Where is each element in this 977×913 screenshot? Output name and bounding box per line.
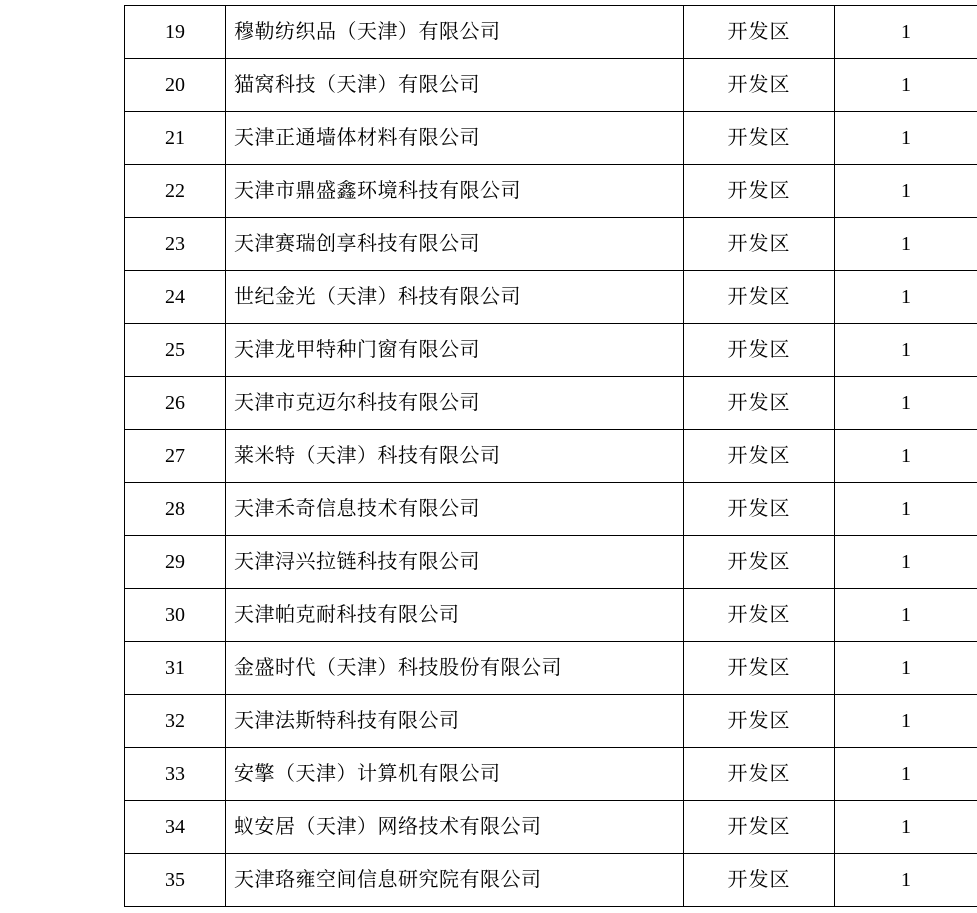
row-area: 开发区 [684,483,835,536]
company-table-body [125,6,977,907]
row-company-name: 天津珞雍空间信息研究院有限公司 [226,854,684,907]
company-table-container [124,5,911,907]
table-row [125,642,977,695]
table-row [125,483,977,536]
row-index: 22 [125,165,226,218]
row-count: 1 [835,112,977,165]
row-count: 1 [835,695,977,748]
row-area: 开发区 [684,218,835,271]
row-index: 23 [125,218,226,271]
row-company-name: 天津禾奇信息技术有限公司 [226,483,684,536]
row-company-name: 天津龙甲特种门窗有限公司 [226,324,684,377]
table-row [125,377,977,430]
row-area: 开发区 [684,642,835,695]
table-row [125,589,977,642]
row-count: 1 [835,324,977,377]
row-count: 1 [835,589,977,642]
row-area: 开发区 [684,854,835,907]
row-company-name: 莱米特（天津）科技有限公司 [226,430,684,483]
table-row [125,218,977,271]
row-company-name: 天津市鼎盛鑫环境科技有限公司 [226,165,684,218]
row-index: 29 [125,536,226,589]
row-index: 27 [125,430,226,483]
row-count: 1 [835,271,977,324]
row-area: 开发区 [684,6,835,59]
row-area: 开发区 [684,695,835,748]
company-table [124,5,977,907]
row-count: 1 [835,748,977,801]
table-row [125,854,977,907]
row-area: 开发区 [684,324,835,377]
row-index: 21 [125,112,226,165]
row-company-name: 天津法斯特科技有限公司 [226,695,684,748]
table-row [125,324,977,377]
row-company-name: 安擎（天津）计算机有限公司 [226,748,684,801]
row-index: 24 [125,271,226,324]
row-company-name: 穆勒纺织品（天津）有限公司 [226,6,684,59]
row-index: 19 [125,6,226,59]
row-count: 1 [835,59,977,112]
row-company-name: 天津市克迈尔科技有限公司 [226,377,684,430]
row-company-name: 天津浔兴拉链科技有限公司 [226,536,684,589]
row-count: 1 [835,377,977,430]
table-row [125,536,977,589]
row-company-name: 金盛时代（天津）科技股份有限公司 [226,642,684,695]
row-area: 开发区 [684,589,835,642]
row-count: 1 [835,642,977,695]
row-index: 28 [125,483,226,536]
row-company-name: 猫窝科技（天津）有限公司 [226,59,684,112]
row-count: 1 [835,854,977,907]
row-count: 1 [835,430,977,483]
row-count: 1 [835,218,977,271]
row-company-name: 世纪金光（天津）科技有限公司 [226,271,684,324]
row-index: 31 [125,642,226,695]
table-row [125,59,977,112]
row-index: 32 [125,695,226,748]
row-company-name: 天津正通墙体材料有限公司 [226,112,684,165]
row-area: 开发区 [684,165,835,218]
table-row [125,271,977,324]
row-count: 1 [835,536,977,589]
row-company-name: 天津帕克耐科技有限公司 [226,589,684,642]
row-index: 26 [125,377,226,430]
table-row [125,695,977,748]
table-row [125,801,977,854]
row-area: 开发区 [684,112,835,165]
table-row [125,430,977,483]
row-area: 开发区 [684,801,835,854]
row-index: 20 [125,59,226,112]
table-row [125,112,977,165]
row-count: 1 [835,6,977,59]
row-index: 35 [125,854,226,907]
row-company-name: 蚁安居（天津）网络技术有限公司 [226,801,684,854]
row-area: 开发区 [684,748,835,801]
row-index: 34 [125,801,226,854]
row-index: 25 [125,324,226,377]
row-area: 开发区 [684,536,835,589]
row-area: 开发区 [684,430,835,483]
row-area: 开发区 [684,59,835,112]
row-index: 30 [125,589,226,642]
row-count: 1 [835,483,977,536]
row-index: 33 [125,748,226,801]
row-count: 1 [835,801,977,854]
row-company-name: 天津赛瑞创享科技有限公司 [226,218,684,271]
row-count: 1 [835,165,977,218]
table-row [125,6,977,59]
row-area: 开发区 [684,377,835,430]
table-row [125,165,977,218]
row-area: 开发区 [684,271,835,324]
table-row [125,748,977,801]
